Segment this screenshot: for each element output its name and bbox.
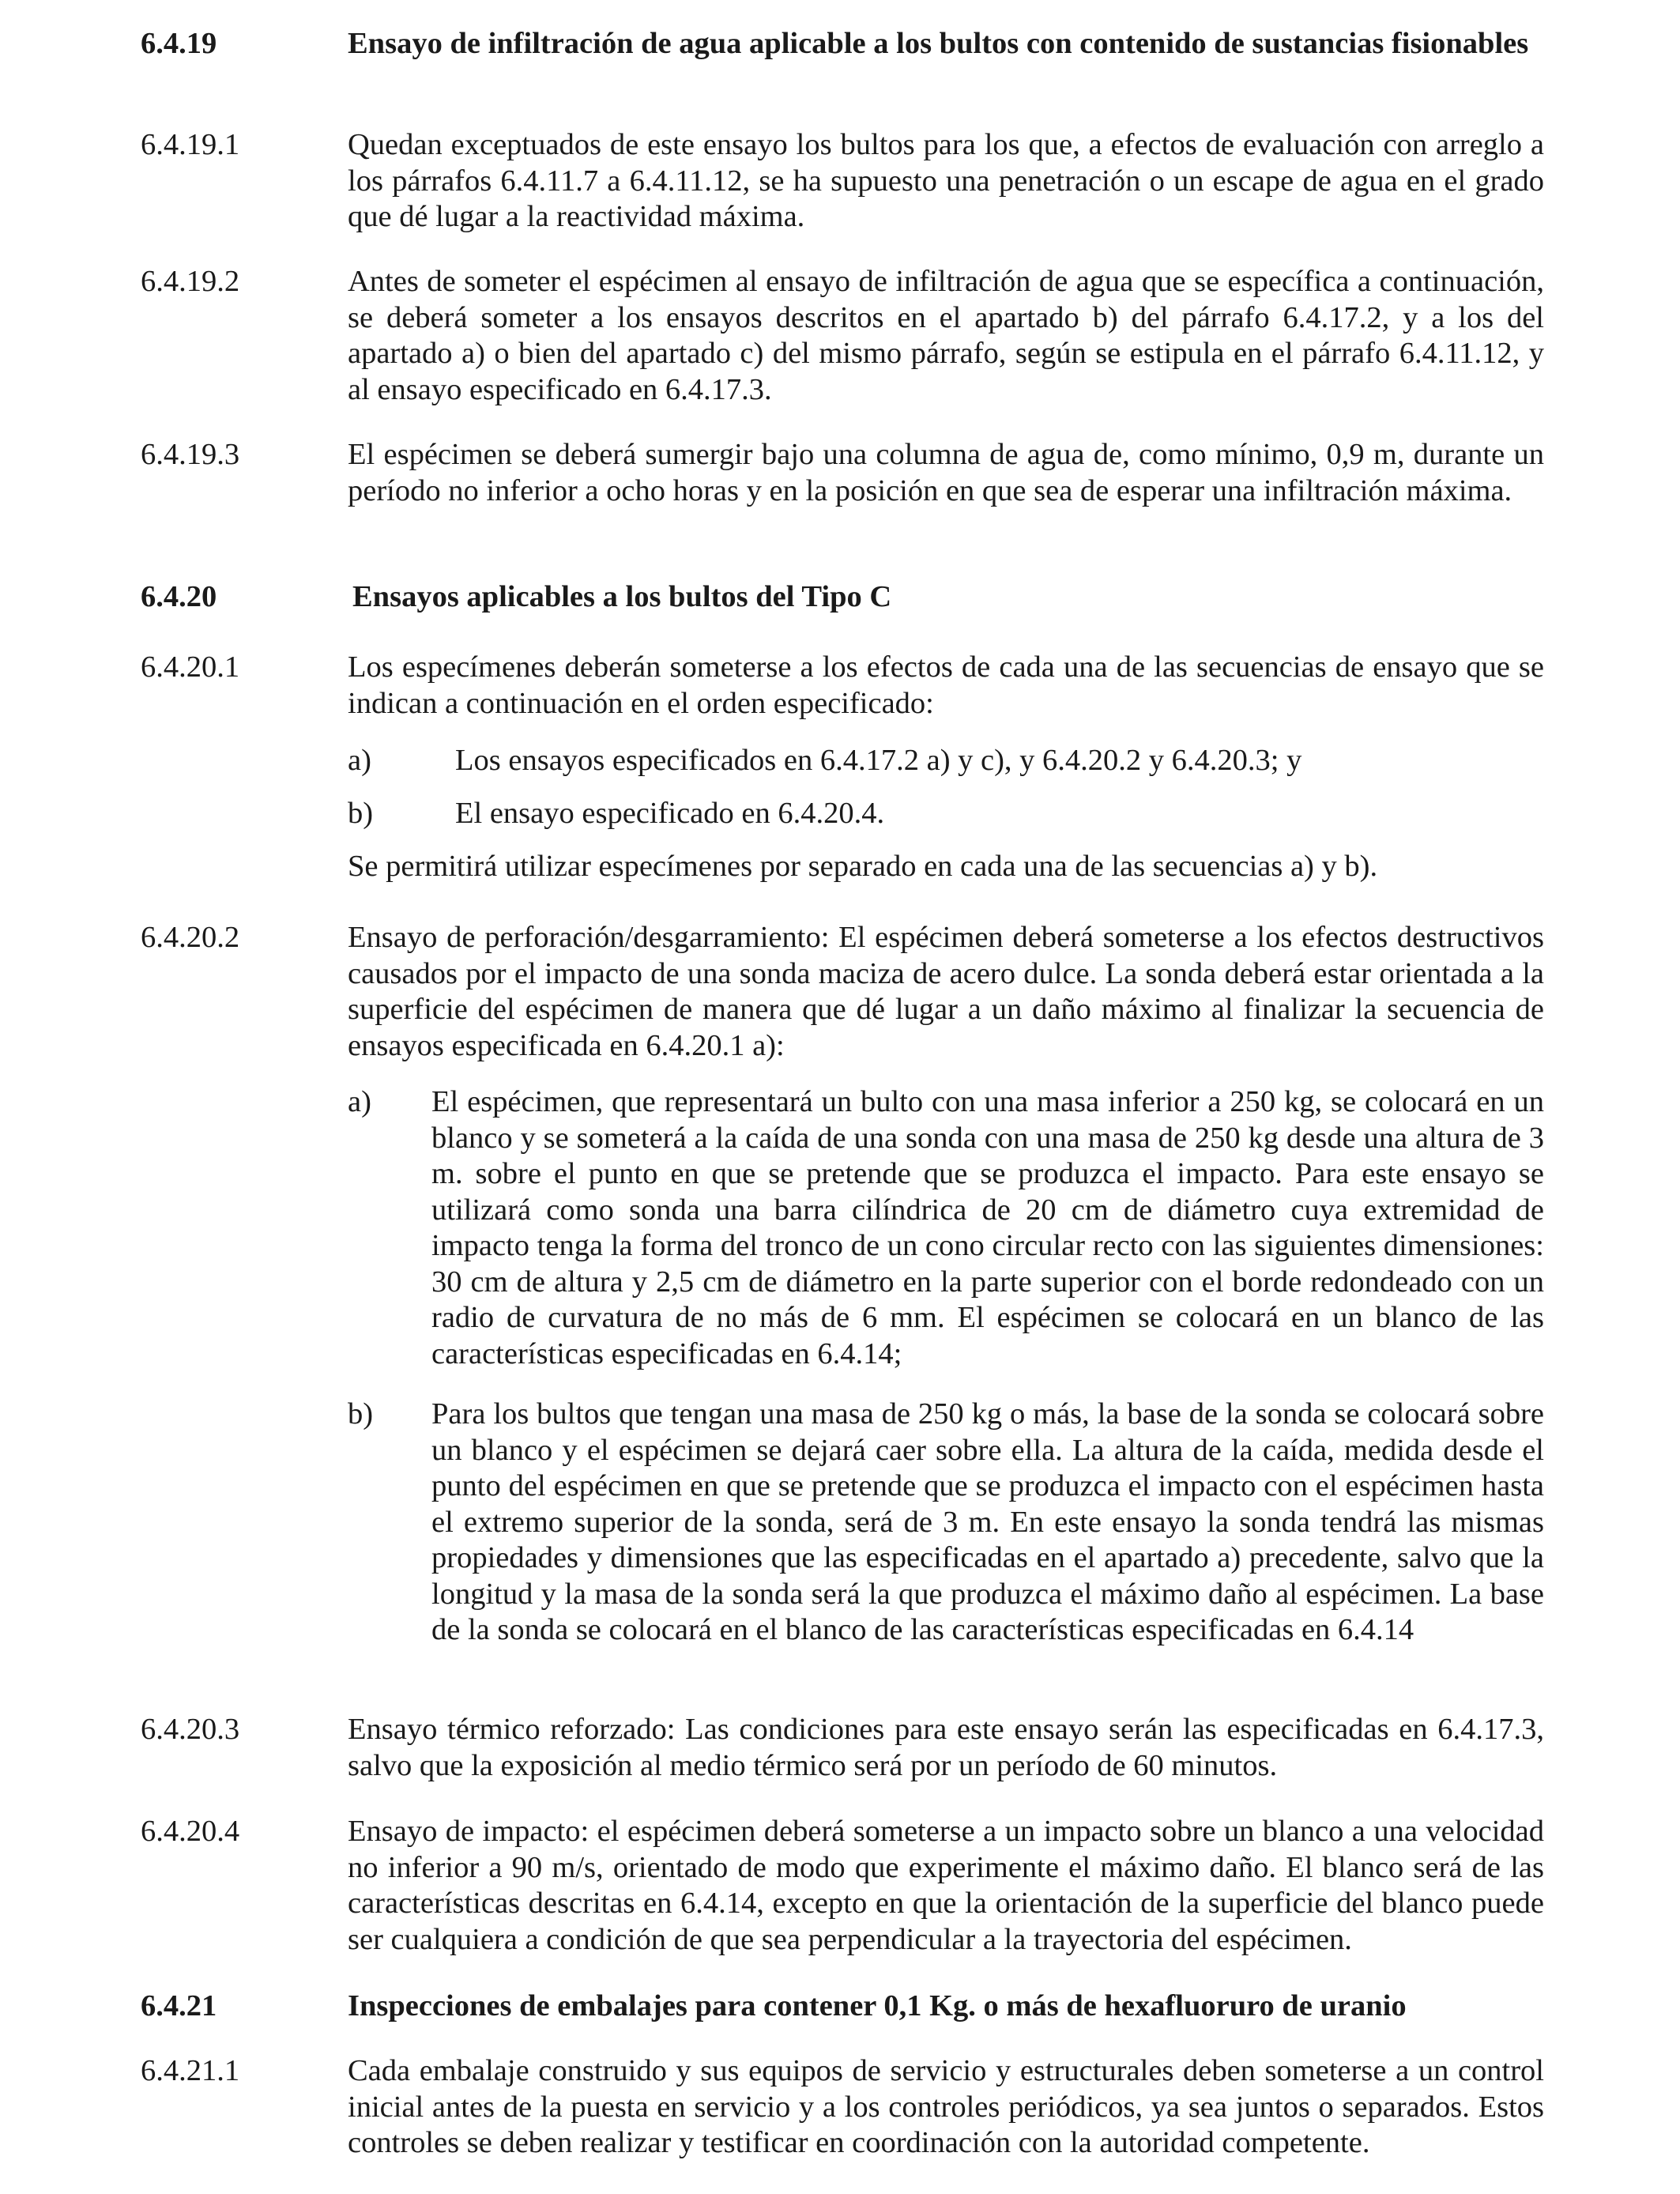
section-title: Ensayo de infiltración de agua aplicable a los bultos con contenido de sustancias fisionables — [348, 27, 1529, 60]
paragraph-text: Antes de someter el espécimen al ensayo de infiltración de agua que se específica a continuación, se deberá someter a los ensayos descritos en el apartado b) del párrafo 6.4.17.2, y a los del apartado a) o bien del apartado c) del mismo párrafo, según se estipula en el párrafo 6.4.11.12, y al ensayo especificado en 6.4.17.3. — [348, 265, 1544, 406]
paragraph-text: Ensayo de perforación/desgarramiento: El espécimen deberá someterse a los efectos destructivos causados por el impacto de una sonda maciza de acero dulce. La sonda deberá estar orientada a la superficie del espécimen de manera que dé lugar a un daño máximo al finalizar la secuencia de ensayos especificada en 6.4.20.1 a): — [348, 921, 1544, 1062]
list-text: El espécimen, que representará un bulto con una masa inferior a 250 kg, se colocará en un blanco y se someterá a la caída de una sonda con una masa de 250 kg desde una altura de 3 m. sobre el punto en que se pretende que se produzca el impacto. Para este ensayo se utilizará como sonda una barra cilíndrica de 20 cm de diámetro cuya extremidad de impacto tenga la forma del tronco de un cono circular recto con las siguientes dimensiones: 30 cm de altura y 2,5 cm de diámetro en la parte superior con el borde redondeado con un radio de curvatura de no más de 6 mm. El espécimen se colocará en un blanco de las características especificadas en 6.4.14; — [431, 1085, 1544, 1370]
paragraph-number: 6.4.19.1 — [141, 128, 240, 161]
list-label: a) — [348, 1085, 371, 1118]
paragraph-text: Ensayo de impacto: el espécimen deberá someterse a un impacto sobre un blanco a una velocidad no inferior a 90 m/s, orientado de modo que experimente el máximo daño. El blanco será de las características descritas en 6.4.14, excepto en que la orientación de la superficie del blanco puede ser cualquiera a condición de que sea perpendicular a la trayectoria del espécimen. — [348, 1815, 1544, 1956]
list-label: b) — [348, 1397, 374, 1431]
paragraph-number: 6.4.20.2 — [141, 921, 240, 954]
list-text: Para los bultos que tengan una masa de 250 kg o más, la base de la sonda se colocará sobre un blanco y el espécimen se dejará caer sobre ella. La altura de la caída, medida desde el punto del espécimen en que se pretende que se produzca el impacto con el espécimen hasta el extremo superior de la sonda, será de 3 m. En este ensayo la sonda tendrá las mismas propiedades y dimensiones que las especificadas en el apartado a) precedente, salvo que la longitud y la masa de la sonda será la que produzca el máximo daño al espécimen. La base de la sonda se colocará en el blanco de las características especificadas en 6.4.14 — [431, 1397, 1544, 1646]
paragraph-number: 6.4.19.2 — [141, 265, 240, 298]
paragraph-text: Ensayo térmico reforzado: Las condiciones para este ensayo serán las especificadas en 6.4.17.3, salvo que la exposición al medio térmico será por un período de 60 minutos. — [348, 1713, 1544, 1782]
paragraph-number: 6.4.21.1 — [141, 2054, 240, 2087]
list-label: b) — [348, 797, 374, 830]
paragraph-text: Cada embalaje construido y sus equipos de servicio y estructurales deben someterse a un control inicial antes de la puesta en servicio y a los controles periódicos, ya sea juntos o separados. Estos controles se deben realizar y testificar en coordinación con la autoridad competente. — [348, 2054, 1544, 2159]
paragraph-number: 6.4.20.1 — [141, 650, 240, 684]
section-number: 6.4.21 — [141, 1989, 217, 2022]
list-text: El ensayo especificado en 6.4.20.4. — [455, 797, 885, 830]
section-title: Ensayos aplicables a los bultos del Tipo C — [352, 580, 892, 613]
paragraph-number: 6.4.19.3 — [141, 438, 240, 471]
paragraph-text: Quedan exceptuados de este ensayo los bultos para los que, a efectos de evaluación con arreglo a los párrafos 6.4.11.7 a 6.4.11.12, se ha supuesto una penetración o un escape de agua en el grado que dé lugar a la reactividad máxima. — [348, 128, 1544, 233]
section-title: Inspecciones de embalajes para contener 0,1 Kg. o más de hexafluoruro de uranio — [348, 1989, 1407, 2022]
section-number: 6.4.20 — [141, 580, 217, 613]
paragraph-text: Los especímenes deberán someterse a los efectos de cada una de las secuencias de ensayo que se indican a continuación en el orden especificado: — [348, 650, 1544, 720]
note-text: Se permitirá utilizar especímenes por separado en cada una de las secuencias a) y b). — [348, 850, 1378, 883]
paragraph-number: 6.4.20.4 — [141, 1815, 240, 1848]
list-text: Los ensayos especificados en 6.4.17.2 a) y c), y 6.4.20.2 y 6.4.20.3; y — [455, 744, 1302, 777]
paragraph-number: 6.4.20.3 — [141, 1713, 240, 1746]
paragraph-text: El espécimen se deberá sumergir bajo una columna de agua de, como mínimo, 0,9 m, durante un período no inferior a ocho horas y en la posición en que sea de esperar una infiltración máxima. — [348, 438, 1544, 507]
section-number: 6.4.19 — [141, 27, 217, 60]
list-label: a) — [348, 744, 371, 777]
